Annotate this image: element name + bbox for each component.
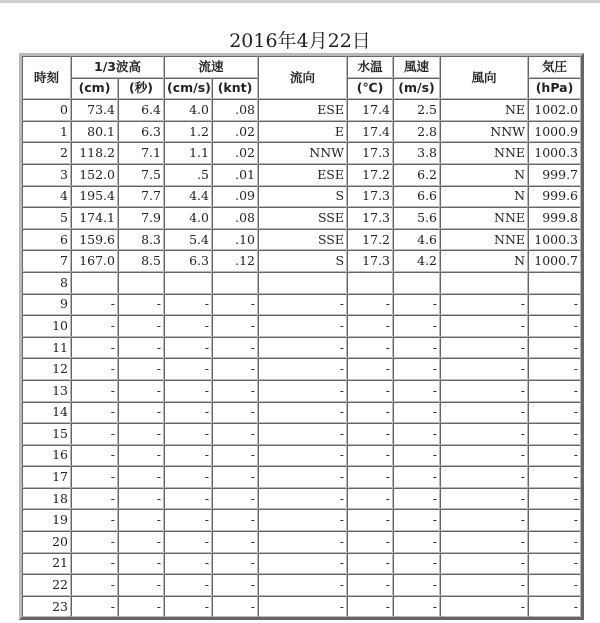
cell-wave-cm: 195.4 (71, 186, 118, 208)
table-row (22, 509, 581, 531)
cell-wave-cm (71, 272, 118, 294)
cell-current-knt: - (212, 574, 258, 596)
cell-wave-cm: - (71, 380, 118, 402)
cell-wave-sec: - (118, 423, 164, 445)
cell-current-dir: - (258, 380, 347, 402)
unit-current-knt: (knt) (212, 78, 258, 100)
cell-current-knt: .09 (212, 186, 258, 208)
cell-pressure: - (528, 488, 581, 510)
cell-wave-sec (118, 272, 164, 294)
cell-wind-speed: - (393, 445, 440, 467)
cell-current-dir: - (258, 423, 347, 445)
cell-hour: 23 (22, 596, 71, 618)
cell-wind-dir: - (440, 488, 528, 510)
cell-wind-dir: - (440, 423, 528, 445)
cell-wave-cm: - (71, 294, 118, 316)
cell-wave-cm: - (71, 553, 118, 575)
cell-current-knt: - (212, 596, 258, 618)
table-row (22, 294, 581, 316)
cell-water-temp: - (347, 488, 393, 510)
table-row (22, 358, 581, 380)
cell-pressure: 999.8 (528, 207, 581, 229)
cell-wave-cm: 167.0 (71, 250, 118, 272)
cell-current-dir: SSE (258, 229, 347, 251)
cell-current-cms: 6.3 (164, 250, 212, 272)
cell-hour: 2 (22, 142, 71, 164)
cell-hour: 22 (22, 574, 71, 596)
unit-pressure-hpa: (hPa) (528, 78, 581, 100)
cell-current-cms: - (164, 553, 212, 575)
cell-current-cms: - (164, 358, 212, 380)
cell-pressure: - (528, 294, 581, 316)
cell-wave-sec: 7.7 (118, 186, 164, 208)
table-row (22, 423, 581, 445)
cell-water-temp: - (347, 380, 393, 402)
cell-current-knt: .10 (212, 229, 258, 251)
cell-pressure: - (528, 423, 581, 445)
header-pressure: 気圧 (528, 56, 581, 78)
cell-wave-sec: - (118, 531, 164, 553)
cell-pressure: - (528, 402, 581, 424)
cell-wind-speed: 2.8 (393, 121, 440, 143)
cell-current-dir: - (258, 596, 347, 618)
cell-water-temp: - (347, 358, 393, 380)
cell-wind-speed: 3.8 (393, 142, 440, 164)
cell-hour: 6 (22, 229, 71, 251)
cell-hour: 9 (22, 294, 71, 316)
table-row (22, 250, 581, 272)
cell-wave-sec: 6.3 (118, 121, 164, 143)
cell-current-cms: - (164, 402, 212, 424)
cell-hour: 11 (22, 337, 71, 359)
cell-current-dir: - (258, 294, 347, 316)
cell-water-temp: - (347, 315, 393, 337)
table-row (22, 531, 581, 553)
cell-water-temp: 17.3 (347, 186, 393, 208)
cell-pressure: 1000.9 (528, 121, 581, 143)
cell-hour: 20 (22, 531, 71, 553)
cell-wind-speed: 6.6 (393, 186, 440, 208)
table-row (22, 121, 581, 143)
cell-hour: 1 (22, 121, 71, 143)
cell-current-cms: - (164, 488, 212, 510)
observation-table (19, 53, 584, 620)
cell-current-knt: .02 (212, 142, 258, 164)
cell-water-temp: - (347, 596, 393, 618)
cell-wind-speed: 2.5 (393, 99, 440, 121)
table-row (22, 445, 581, 467)
cell-wind-dir: - (440, 315, 528, 337)
cell-current-cms: 4.0 (164, 207, 212, 229)
cell-current-knt: - (212, 337, 258, 359)
cell-wave-cm: 152.0 (71, 164, 118, 186)
cell-current-dir: - (258, 509, 347, 531)
cell-hour: 21 (22, 553, 71, 575)
cell-wind-speed: - (393, 553, 440, 575)
cell-current-dir: - (258, 358, 347, 380)
cell-hour: 18 (22, 488, 71, 510)
cell-current-cms: 1.1 (164, 142, 212, 164)
header-wave-height: 1/3波高 (71, 56, 164, 78)
table-row (22, 186, 581, 208)
cell-current-cms: .5 (164, 164, 212, 186)
cell-current-cms: 1.2 (164, 121, 212, 143)
cell-hour: 17 (22, 466, 71, 488)
cell-water-temp: 17.2 (347, 164, 393, 186)
header-hour: 時刻 (22, 56, 71, 99)
cell-wind-speed: - (393, 574, 440, 596)
cell-wind-dir: - (440, 553, 528, 575)
cell-water-temp: - (347, 466, 393, 488)
cell-current-cms: - (164, 315, 212, 337)
cell-current-knt: - (212, 315, 258, 337)
cell-current-dir: - (258, 315, 347, 337)
cell-wind-dir: - (440, 509, 528, 531)
cell-current-dir: - (258, 531, 347, 553)
table-row (22, 229, 581, 251)
cell-current-cms: - (164, 574, 212, 596)
cell-wind-dir: N (440, 186, 528, 208)
cell-water-temp: - (347, 294, 393, 316)
cell-current-dir: - (258, 574, 347, 596)
cell-current-dir: - (258, 488, 347, 510)
cell-current-knt: - (212, 488, 258, 510)
cell-wind-dir: - (440, 337, 528, 359)
unit-wave-cm: (cm) (71, 78, 118, 100)
cell-wave-sec: 7.9 (118, 207, 164, 229)
cell-water-temp: 17.4 (347, 99, 393, 121)
cell-wind-dir: NNW (440, 121, 528, 143)
cell-current-dir: SSE (258, 207, 347, 229)
cell-pressure: - (528, 466, 581, 488)
cell-current-cms: - (164, 596, 212, 618)
cell-wind-dir: - (440, 445, 528, 467)
table-row (22, 402, 581, 424)
cell-wave-cm: - (71, 596, 118, 618)
cell-pressure: 1000.7 (528, 250, 581, 272)
cell-wave-cm: - (71, 574, 118, 596)
cell-wave-cm: - (71, 358, 118, 380)
cell-current-cms: - (164, 294, 212, 316)
cell-current-dir: E (258, 121, 347, 143)
cell-current-dir: - (258, 402, 347, 424)
cell-wind-dir: - (440, 294, 528, 316)
cell-wave-sec: 8.5 (118, 250, 164, 272)
cell-wave-cm: - (71, 466, 118, 488)
unit-wave-sec: (秒) (118, 78, 164, 100)
cell-wave-sec: 6.4 (118, 99, 164, 121)
table-row (22, 553, 581, 575)
cell-current-dir: - (258, 337, 347, 359)
cell-current-knt: - (212, 466, 258, 488)
cell-pressure: - (528, 574, 581, 596)
cell-current-cms (164, 272, 212, 294)
cell-water-temp: - (347, 445, 393, 467)
cell-current-dir: - (258, 553, 347, 575)
cell-current-cms: - (164, 423, 212, 445)
cell-wave-sec: - (118, 315, 164, 337)
cell-pressure: - (528, 337, 581, 359)
cell-current-cms: - (164, 466, 212, 488)
cell-pressure: - (528, 445, 581, 467)
cell-wave-sec: - (118, 466, 164, 488)
cell-wind-speed: - (393, 358, 440, 380)
cell-wave-cm: - (71, 509, 118, 531)
cell-wave-sec: - (118, 445, 164, 467)
cell-current-knt: .12 (212, 250, 258, 272)
unit-current-cms: (cm/s) (164, 78, 212, 100)
cell-wind-dir: NNE (440, 229, 528, 251)
cell-wave-sec: - (118, 553, 164, 575)
cell-wave-cm: - (71, 488, 118, 510)
cell-current-cms: 4.4 (164, 186, 212, 208)
cell-current-cms: - (164, 509, 212, 531)
cell-hour: 16 (22, 445, 71, 467)
cell-hour: 19 (22, 509, 71, 531)
cell-pressure: - (528, 596, 581, 618)
cell-pressure: 1000.3 (528, 229, 581, 251)
cell-wind-speed: - (393, 294, 440, 316)
cell-wind-speed: - (393, 423, 440, 445)
cell-wind-speed: 5.6 (393, 207, 440, 229)
cell-wind-speed: - (393, 466, 440, 488)
cell-current-knt: - (212, 509, 258, 531)
cell-wind-speed: - (393, 402, 440, 424)
cell-wind-dir: - (440, 380, 528, 402)
unit-water-temp: (℃) (347, 78, 393, 100)
cell-wave-sec: - (118, 380, 164, 402)
cell-wind-speed: 4.2 (393, 250, 440, 272)
header-wind-direction: 風向 (440, 56, 528, 99)
cell-hour: 5 (22, 207, 71, 229)
cell-current-cms: - (164, 445, 212, 467)
cell-wave-sec: - (118, 509, 164, 531)
header-water-temp: 水温 (347, 56, 393, 78)
cell-wind-dir: - (440, 466, 528, 488)
cell-wave-cm: - (71, 337, 118, 359)
cell-wind-dir: NNE (440, 207, 528, 229)
cell-wave-cm: - (71, 423, 118, 445)
cell-wave-cm: - (71, 402, 118, 424)
cell-current-knt: - (212, 358, 258, 380)
cell-water-temp: - (347, 423, 393, 445)
cell-water-temp: - (347, 574, 393, 596)
cell-wave-cm: 118.2 (71, 142, 118, 164)
cell-wind-speed: - (393, 380, 440, 402)
cell-wave-sec: - (118, 596, 164, 618)
table-row (22, 574, 581, 596)
cell-current-knt: - (212, 445, 258, 467)
cell-current-dir: ESE (258, 164, 347, 186)
cell-pressure: 1002.0 (528, 99, 581, 121)
table-row (22, 596, 581, 618)
cell-wind-speed: - (393, 596, 440, 618)
cell-wave-cm: 159.6 (71, 229, 118, 251)
cell-water-temp: - (347, 509, 393, 531)
cell-wave-cm: - (71, 531, 118, 553)
cell-hour: 0 (22, 99, 71, 121)
cell-current-knt: .01 (212, 164, 258, 186)
cell-wind-speed: - (393, 488, 440, 510)
cell-water-temp: - (347, 402, 393, 424)
top-divider (0, 0, 600, 3)
cell-wind-dir: - (440, 531, 528, 553)
cell-wind-speed: - (393, 337, 440, 359)
cell-current-dir: - (258, 466, 347, 488)
cell-hour: 13 (22, 380, 71, 402)
cell-wind-speed: 4.6 (393, 229, 440, 251)
cell-wind-speed: - (393, 531, 440, 553)
cell-wave-cm: 174.1 (71, 207, 118, 229)
cell-current-dir: S (258, 186, 347, 208)
cell-current-cms: 5.4 (164, 229, 212, 251)
cell-current-knt: .08 (212, 99, 258, 121)
cell-hour: 8 (22, 272, 71, 294)
cell-wave-cm: 80.1 (71, 121, 118, 143)
cell-wind-dir: N (440, 164, 528, 186)
cell-current-knt: - (212, 402, 258, 424)
cell-wind-speed (393, 272, 440, 294)
cell-water-temp: 17.3 (347, 142, 393, 164)
cell-wind-dir: - (440, 358, 528, 380)
cell-water-temp (347, 272, 393, 294)
cell-current-knt: - (212, 553, 258, 575)
cell-wave-cm: - (71, 315, 118, 337)
cell-pressure: 999.7 (528, 164, 581, 186)
cell-wave-cm: - (71, 445, 118, 467)
cell-wave-sec: 8.3 (118, 229, 164, 251)
cell-current-knt: - (212, 294, 258, 316)
cell-pressure: - (528, 553, 581, 575)
cell-current-cms: 4.0 (164, 99, 212, 121)
table-row (22, 315, 581, 337)
cell-wave-sec: - (118, 574, 164, 596)
cell-pressure: - (528, 315, 581, 337)
cell-wind-dir: - (440, 574, 528, 596)
cell-current-cms: - (164, 531, 212, 553)
table-row (22, 142, 581, 164)
cell-wind-dir (440, 272, 528, 294)
page-title: 2016年4月22日 (229, 30, 371, 52)
cell-wind-dir: NE (440, 99, 528, 121)
cell-current-cms: - (164, 380, 212, 402)
cell-wave-sec: - (118, 358, 164, 380)
cell-water-temp: 17.3 (347, 250, 393, 272)
cell-water-temp: 17.4 (347, 121, 393, 143)
cell-hour: 15 (22, 423, 71, 445)
cell-wave-sec: 7.5 (118, 164, 164, 186)
table-row (22, 207, 581, 229)
cell-wind-dir: - (440, 596, 528, 618)
cell-current-dir: NNW (258, 142, 347, 164)
cell-current-dir: ESE (258, 99, 347, 121)
cell-wind-speed: - (393, 315, 440, 337)
cell-current-knt: .08 (212, 207, 258, 229)
cell-pressure: - (528, 358, 581, 380)
cell-water-temp: - (347, 553, 393, 575)
cell-current-dir: S (258, 250, 347, 272)
cell-current-dir (258, 272, 347, 294)
cell-hour: 12 (22, 358, 71, 380)
cell-wave-sec: - (118, 337, 164, 359)
cell-pressure: 999.6 (528, 186, 581, 208)
cell-current-knt: .02 (212, 121, 258, 143)
table-row (22, 272, 581, 294)
cell-wind-speed: - (393, 509, 440, 531)
table-row (22, 164, 581, 186)
cell-hour: 3 (22, 164, 71, 186)
table-row (22, 99, 581, 121)
table-row (22, 466, 581, 488)
cell-pressure: - (528, 531, 581, 553)
cell-current-knt: - (212, 531, 258, 553)
cell-hour: 14 (22, 402, 71, 424)
cell-wave-sec: - (118, 488, 164, 510)
cell-hour: 10 (22, 315, 71, 337)
cell-hour: 4 (22, 186, 71, 208)
table-row (22, 380, 581, 402)
header-wind-speed: 風速 (393, 56, 440, 78)
cell-hour: 7 (22, 250, 71, 272)
table-row (22, 488, 581, 510)
header-current-direction: 流向 (258, 56, 347, 99)
cell-wave-cm: 73.4 (71, 99, 118, 121)
header-current-speed: 流速 (164, 56, 258, 78)
cell-pressure: - (528, 380, 581, 402)
cell-wave-sec: - (118, 402, 164, 424)
cell-pressure (528, 272, 581, 294)
cell-wind-dir: N (440, 250, 528, 272)
cell-water-temp: 17.2 (347, 229, 393, 251)
cell-pressure: - (528, 509, 581, 531)
cell-current-knt (212, 272, 258, 294)
cell-current-dir: - (258, 445, 347, 467)
cell-pressure: 1000.3 (528, 142, 581, 164)
cell-wind-dir: NNE (440, 142, 528, 164)
cell-wave-sec: 7.1 (118, 142, 164, 164)
cell-current-cms: - (164, 337, 212, 359)
cell-water-temp: - (347, 531, 393, 553)
unit-wind-ms: (m/s) (393, 78, 440, 100)
cell-wind-dir: - (440, 402, 528, 424)
table-row (22, 337, 581, 359)
cell-current-knt: - (212, 380, 258, 402)
cell-water-temp: - (347, 337, 393, 359)
cell-current-knt: - (212, 423, 258, 445)
cell-water-temp: 17.3 (347, 207, 393, 229)
cell-wave-sec: - (118, 294, 164, 316)
cell-wind-speed: 6.2 (393, 164, 440, 186)
